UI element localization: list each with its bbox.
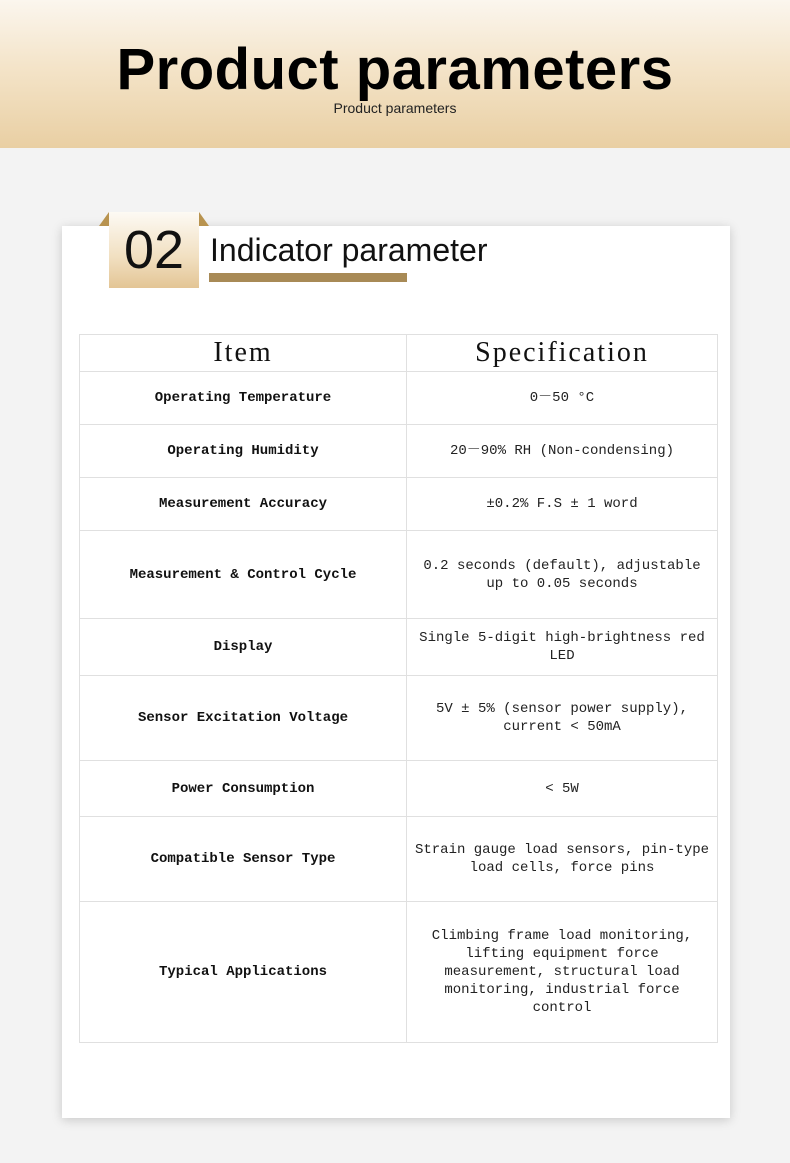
table-row (80, 902, 718, 1043)
row-spec: 0－50 °C (407, 372, 718, 425)
page-title: Product parameters (116, 37, 674, 102)
table-row (80, 761, 718, 817)
row-spec: ±0.2% F.S ± 1 word (407, 478, 718, 531)
row-spec: Climbing frame load monitoring, lifting equipment force measurement, structural load monitoring, industrial force control (407, 902, 718, 1043)
table-row (80, 425, 718, 478)
column-header-item: Item (80, 335, 407, 372)
section-title: Indicator parameter (210, 232, 488, 268)
row-item: Operating Humidity (80, 425, 407, 478)
table-row (80, 676, 718, 761)
page-subtitle: Product parameters (333, 100, 457, 116)
table-row (80, 531, 718, 619)
row-item: Compatible Sensor Type (80, 817, 407, 902)
row-spec: 5V ± 5% (sensor power supply), current < 50mA (407, 676, 718, 761)
row-item: Operating Temperature (80, 372, 407, 425)
row-item: Display (80, 619, 407, 676)
row-item: Typical Applications (80, 902, 407, 1043)
header-banner (0, 0, 790, 148)
spec-table (79, 334, 718, 1043)
badge-fold-left (99, 212, 109, 226)
column-header-specification: Specification (407, 335, 718, 372)
row-item: Sensor Excitation Voltage (80, 676, 407, 761)
badge-fold-right (199, 212, 209, 226)
row-spec: 20－90% RH (Non-condensing) (407, 425, 718, 478)
row-spec: < 5W (407, 761, 718, 817)
row-spec: Single 5-digit high-brightness red LED (407, 619, 718, 676)
table-row (80, 372, 718, 425)
table-row (80, 619, 718, 676)
table-row (80, 817, 718, 902)
row-item: Power Consumption (80, 761, 407, 817)
row-spec: Strain gauge load sensors, pin-type load cells, force pins (407, 817, 718, 902)
row-spec: 0.2 seconds (default), adjustable up to 0.05 seconds (407, 531, 718, 619)
row-item: Measurement & Control Cycle (80, 531, 407, 619)
table-header-row (80, 335, 718, 372)
row-item: Measurement Accuracy (80, 478, 407, 531)
section-number: 02 (123, 220, 185, 280)
section-underline (209, 273, 407, 282)
table-row (80, 478, 718, 531)
